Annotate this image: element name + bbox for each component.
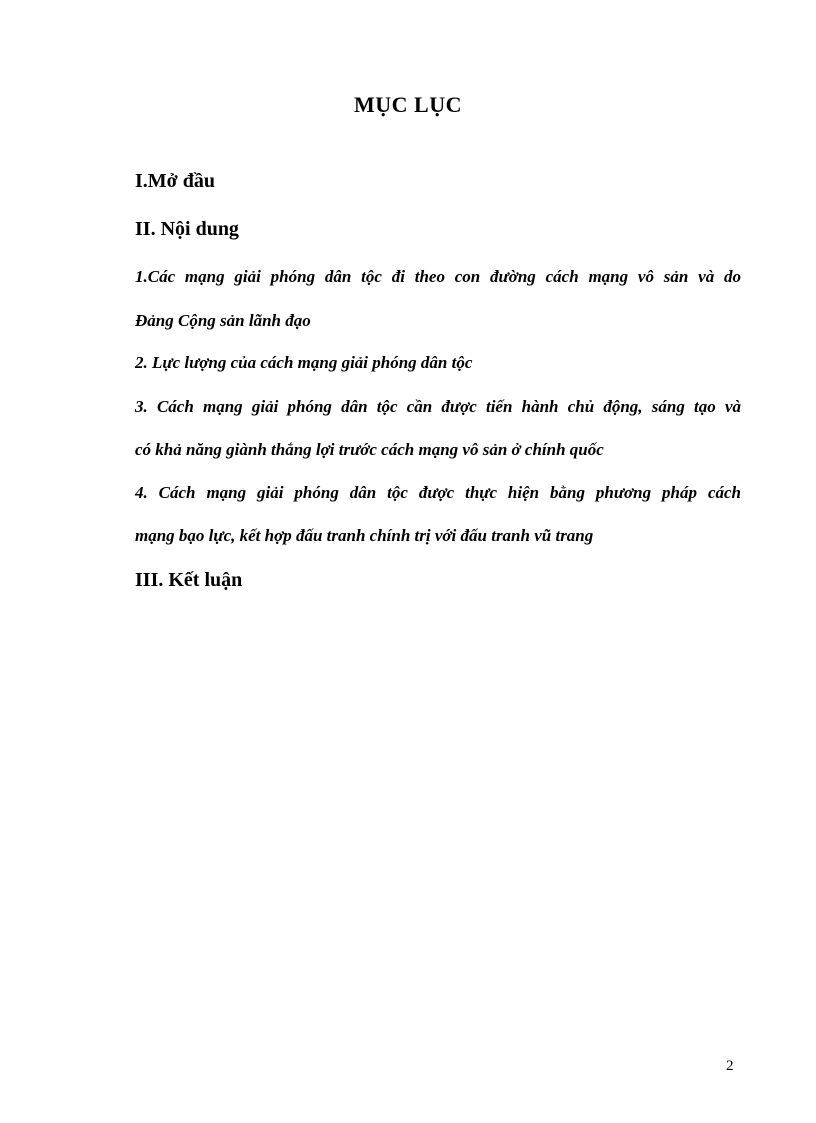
toc-item-4-line-1: 4. Cách mạng giải phóng dân tộc được thực hiện bằng phương pháp cách	[135, 483, 741, 502]
toc-heading-intro: I.Mở đầu	[135, 170, 215, 192]
page-title: MỤC LỤC	[354, 92, 462, 117]
toc-item-1-line-2: Đảng Cộng sản lãnh đạo	[135, 311, 311, 330]
toc-item-3-line-1: 3. Cách mạng giải phóng dân tộc cần được tiến hành chủ động, sáng tạo và	[135, 397, 741, 416]
toc-item-2: 2. Lực lượng của cách mạng giải phóng dân tộc	[135, 353, 473, 372]
toc-heading-content: II. Nội dung	[135, 218, 239, 240]
toc-heading-conclusion: III. Kết luận	[135, 569, 243, 591]
toc-item-3-line-2: có khả năng giành thắng lợi trước cách mạng vô sản ở chính quốc	[135, 440, 604, 459]
toc-item-4-line-2: mạng bạo lực, kết hợp đấu tranh chính trị với đấu tranh vũ trang	[135, 526, 594, 545]
toc-item-1-line-1: 1.Các mạng giải phóng dân tộc đi theo con đường cách mạng vô sản và do	[135, 267, 741, 286]
page-number: 2	[726, 1058, 734, 1074]
